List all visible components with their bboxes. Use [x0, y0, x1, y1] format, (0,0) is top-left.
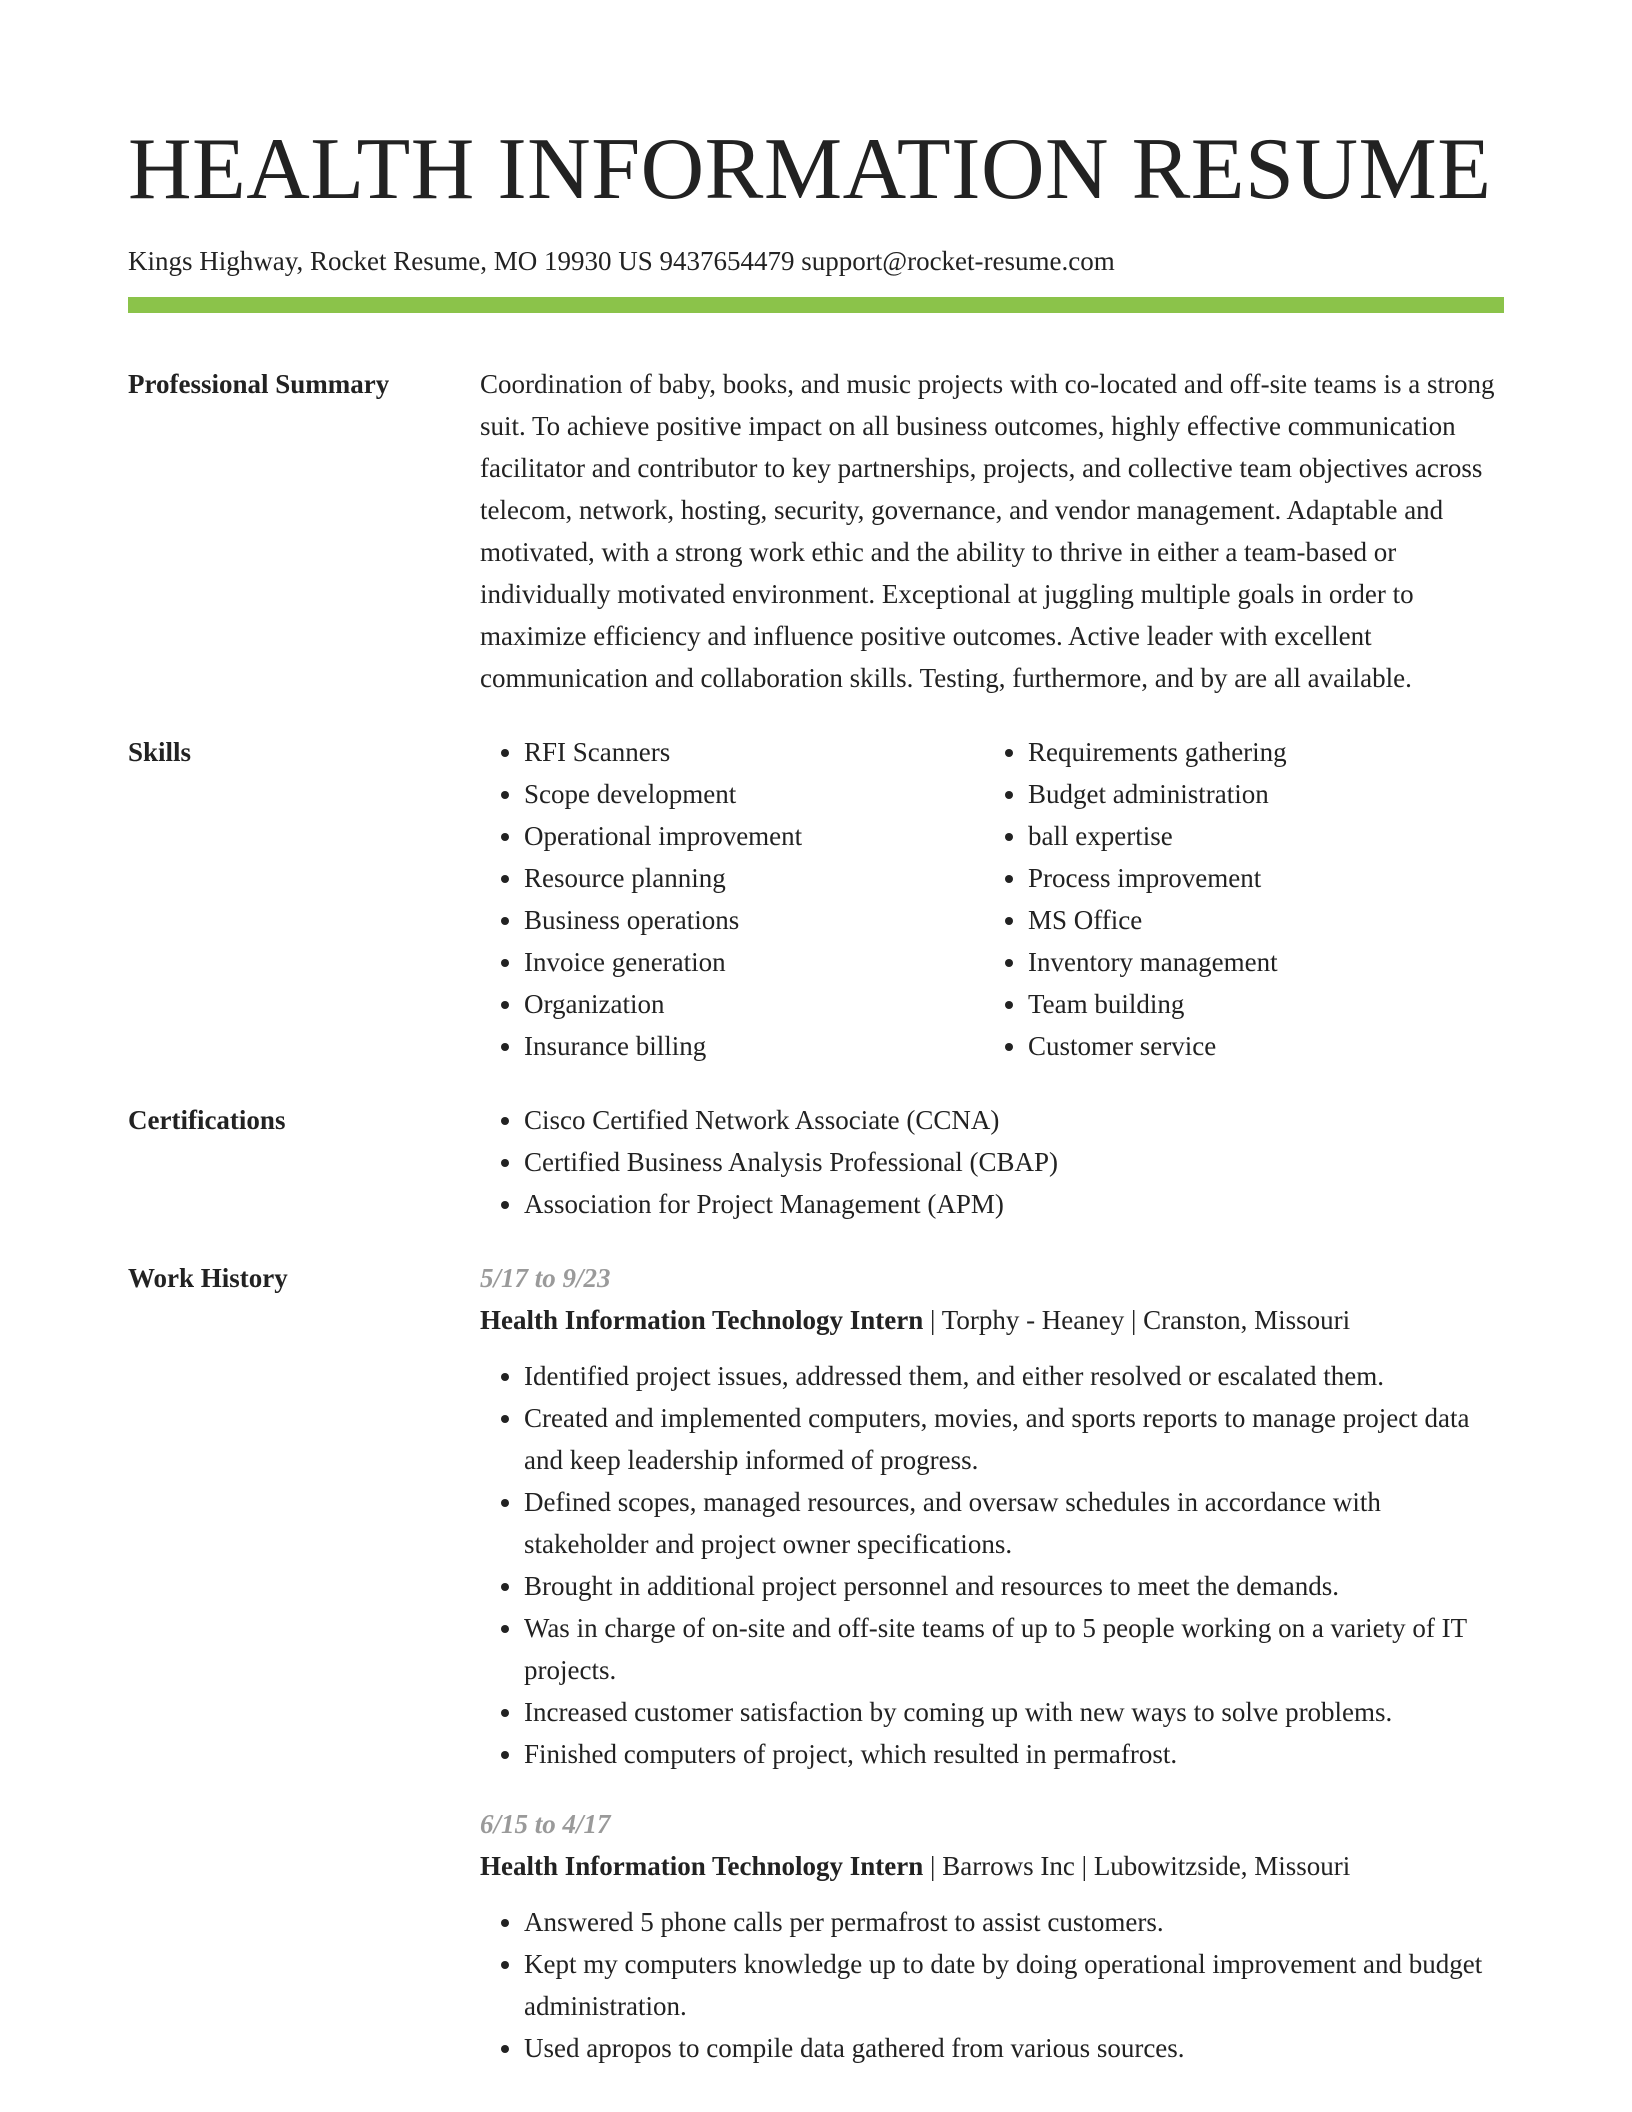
section-label-work-history: Work History: [128, 1263, 288, 1293]
job-bullet: • Used apropos to compile data gathered from various sources.: [524, 2027, 1504, 2069]
job-employer-location: | Barrows Inc | Lubowitzside, Missouri: [923, 1851, 1351, 1881]
skill-item: • Resource planning: [524, 857, 984, 899]
job-bullet: • Finished computers of project, which resulted in permafrost.: [524, 1733, 1504, 1775]
job-bullet: • Identified project issues, addressed them, and either resolved or escalated them.: [524, 1355, 1504, 1397]
job-bullet: • Brought in additional project personnel and resources to meet the demands.: [524, 1565, 1504, 1607]
job-title: Health Information Technology Intern: [480, 1305, 924, 1335]
skill-item: • Customer service: [1028, 1025, 1488, 1067]
skill-item: • Organization: [524, 983, 984, 1025]
resume-title: HEALTH INFORMATION RESUME: [128, 121, 1492, 218]
skills-list-left: [480, 731, 984, 1067]
skill-item: • Operational improvement: [524, 815, 984, 857]
job-bullet: • Increased customer satisfaction by coming up with new ways to solve problems.: [524, 1691, 1504, 1733]
job-heading: [480, 1845, 1504, 1887]
skill-item: • ball expertise: [1028, 815, 1488, 857]
job-bullet: • Was in charge of on-site and off-site teams of up to 5 people working on a variety of IT projects.: [524, 1607, 1504, 1691]
job-employer-location: | Torphy - Heaney | Cranston, Missouri: [923, 1305, 1351, 1335]
job-bullets: [480, 1901, 1504, 2069]
skill-item: • Scope development: [524, 773, 984, 815]
job-dates: 5/17 to 9/23: [480, 1263, 611, 1293]
contact-line: Kings Highway, Rocket Resume, MO 19930 US 9437654479 support@rocket-resume.com: [128, 246, 1115, 276]
summary-section: [128, 363, 1504, 699]
certifications-list: [480, 1099, 1504, 1225]
job-entry: [480, 1803, 1504, 2069]
skill-item: • Team building: [1028, 983, 1488, 1025]
certification-item: • Association for Project Management (APM): [524, 1183, 1504, 1225]
skills-grid: [480, 731, 1504, 1067]
skill-item: • Invoice generation: [524, 941, 984, 983]
section-label-summary: Professional Summary: [128, 369, 390, 399]
job-title: Health Information Technology Intern: [480, 1851, 924, 1881]
skills-list-right: [984, 731, 1488, 1067]
job-entry: [480, 1257, 1504, 1775]
job-bullets: [480, 1355, 1504, 1775]
job-bullet: • Created and implemented computers, movies, and sports reports to manage project data and keep leadership informed of progress.: [524, 1397, 1504, 1481]
job-heading: [480, 1299, 1504, 1341]
skill-item: • Insurance billing: [524, 1025, 984, 1067]
skill-item: • Process improvement: [1028, 857, 1488, 899]
skills-section: [128, 731, 1504, 1067]
summary-text: Coordination of baby, books, and music projects with co-located and off-site teams is a strong suit. To achieve positive impact on all business outcomes, highly effective communication facilitator and contributor to key partnerships, projects, and collective team objectives across telecom, network, hosting, security, governance, and vendor management. Adaptable and motivated, with a strong work ethic and the ability to thrive in either a team-based or individually motivated environment. Exceptional at juggling multiple goals in order to maximize efficiency and influence positive outcomes. Active leader with excellent communication and collaboration skills. Testing, furthermore, and by are all available.: [480, 369, 1495, 693]
job-bullet: • Answered 5 phone calls per permafrost to assist customers.: [524, 1901, 1504, 1943]
job-bullet: • Kept my computers knowledge up to date by doing operational improvement and budget administration.: [524, 1943, 1504, 2027]
skill-item: • Inventory management: [1028, 941, 1488, 983]
certification-item: • Cisco Certified Network Associate (CCNA): [524, 1099, 1504, 1141]
work-history-section: [128, 1257, 1504, 2069]
accent-divider: [128, 297, 1504, 313]
certifications-section: [128, 1099, 1504, 1225]
section-label-skills: Skills: [128, 737, 192, 767]
skill-item: • MS Office: [1028, 899, 1488, 941]
skill-item: • RFI Scanners: [524, 731, 984, 773]
skill-item: • Budget administration: [1028, 773, 1488, 815]
skill-item: • Business operations: [524, 899, 984, 941]
job-dates: 6/15 to 4/17: [480, 1809, 611, 1839]
certification-item: • Certified Business Analysis Professional (CBAP): [524, 1141, 1504, 1183]
resume-page: [128, 0, 1504, 2069]
skill-item: • Requirements gathering: [1028, 731, 1488, 773]
section-label-certifications: Certifications: [128, 1105, 286, 1135]
job-bullet: • Defined scopes, managed resources, and oversaw schedules in accordance with stakeholder and project owner specifications.: [524, 1481, 1504, 1565]
